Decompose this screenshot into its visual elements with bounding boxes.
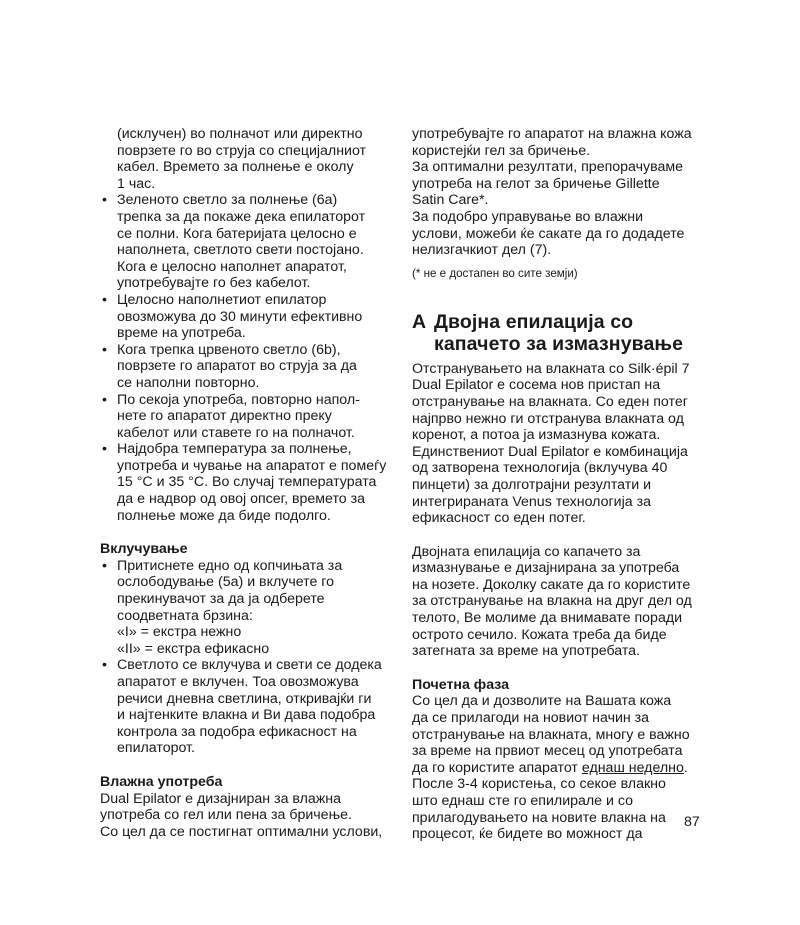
charging-bullet-red-light: • Кога трепка црвеното светло (6b), поврзете го апаратот во струја за да се наполни повторно. xyxy=(100,342,400,392)
charging-bullet-temperature: • Најдобра температура за полнење, употреба и чување на апаратот е помеѓу 15 °C и 35 °C. Во случај температурата да е надвор од овој опсег, времето за полнење може да биде подолго. xyxy=(100,441,400,524)
wet-use-continued-text: употребувајте го апаратот на влажна кожа користејќи гел за бричење. За оптимални резултати, препорачуваме употреба на гелот за бричење Gillette Satin Care*. За подобро управување во влажни услови, можеби ќе сакате да го додадете нелизгачкиот дел (7). xyxy=(412,126,692,259)
wet-use-heading: Влажна употреба xyxy=(100,773,223,790)
footnote: (* не е достапен во сите земји) xyxy=(412,266,578,280)
right-column xyxy=(412,126,712,843)
charging-intro-text: (исклучен) во полначот или директно поврзете го во струја со специјалниот кабел. Времето за полнење е околу 1 час. xyxy=(117,126,367,192)
speed-setting-2: «II» = екстра ефикасно xyxy=(117,640,270,657)
cap-usage-text: Двојната епилација со капачето за измазнување е дизајнирана за употреба на нозете. Доколку сакате да го користите за отстранување на влакна на друг дел од телото, Ве молиме да внимавате поради остротo сечило. Кожата треба да биде затегната за време на употребата. xyxy=(412,543,692,660)
left-column xyxy=(100,126,400,840)
switching-bullet-list xyxy=(100,558,400,757)
charging-bullet-recharge: • По секоја употреба, повторно напол- нете го апаратот директно преку кабелот или ставете го на полначот. xyxy=(100,392,400,442)
section-title-dual-epilation xyxy=(412,311,712,356)
switching-on-heading: Вклучување xyxy=(100,541,188,558)
charging-bullet-runtime: • Целосно наполнетиот епилатор овозможува до 30 минути ефективно време на употреба. xyxy=(100,292,400,342)
initial-phase-underlined: еднаш неделно xyxy=(581,759,684,776)
section-title-text: Двојна епилација со капачето за измазнување xyxy=(434,310,684,356)
speed-setting-1: «I» = екстра нежно xyxy=(117,624,242,641)
initial-phase-heading: Почетна фаза xyxy=(412,676,510,693)
page-number: 87 xyxy=(684,814,700,830)
initial-phase-text-part2: . После 3-4 користења, со секое влакно што еднаш сте го епилирале и со прилагодувањето на новите влакна на процесот, ќе бидете во можност да xyxy=(412,759,688,843)
wet-use-text: Dual Epilator е дизајниран за влажна употреба со гел или пена за бричење. Со цел да се постигнат оптимални услови, xyxy=(100,790,383,840)
switching-bullet-light: • Светлото се вклучува и свети се додека апаратот е вклучен. Тоа овозможува речиси дневна светлина, откривајќи ги и најтенките влакна и Ви дава подобра контрола за подобра ефикасност на епилаторот. xyxy=(100,657,400,757)
switching-bullet-speed xyxy=(100,558,400,658)
charging-bullet-green-light: • Зеленото светло за полнење (6a) трепка за да покаже дека епилаторот се полни. Кога батеријата целосно е наполнета, светлото свети постојано. Кога е целосно наполнет апаратот, употребувајте го без кабелот. xyxy=(100,192,400,292)
switching-bullet-speed-text: • Притиснете едно од копчињата за ослободување (5a) и вклучете го прекинувачот за да ја одберете соодветната брзина: xyxy=(100,558,400,624)
initial-phase-text-part1: Со цел да и дозволите на Вашата кожа да се прилагоди на новиот начин за отстранување на влакната, многу е важно за време на првиот месец од употребата да го користите апаратот xyxy=(412,693,690,776)
dual-epilation-text: Отстранувањето на влакната со Silk·épil 7 Dual Epilator е сосема нов пристап на отстранување на влакната. Со еден потег најпрво нежно ги отстранува влакната од коренот, а потоа ја измазнува кожата. Единствениот Dual Epilator е комбинација од затворена технологија (вклучува 40 пинцети) за долготрајни резултати и интегрираната Venus технологија за ефикасност со еден потег. xyxy=(412,360,690,527)
section-letter: A xyxy=(412,310,427,333)
initial-phase-text xyxy=(412,693,712,842)
charging-bullet-list xyxy=(100,192,400,524)
